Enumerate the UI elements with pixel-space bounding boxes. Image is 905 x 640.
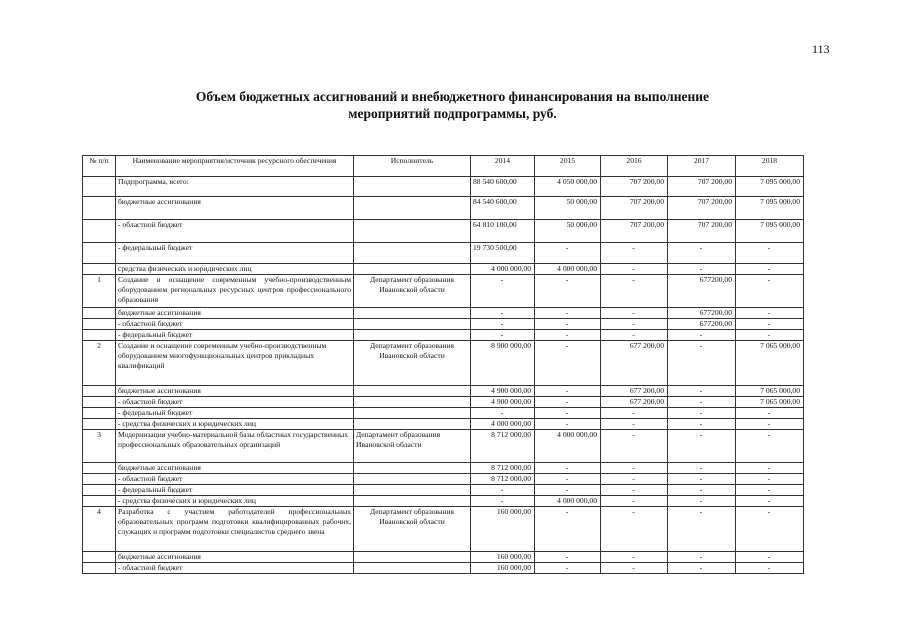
row-number — [83, 408, 116, 419]
cell-2016: 707 200,00 — [601, 220, 668, 243]
cell-2017: - — [668, 507, 736, 552]
cell-2016: 707 200,00 — [601, 177, 668, 197]
row-executor — [354, 330, 471, 341]
cell-2018: - — [736, 319, 804, 330]
row-executor — [354, 308, 471, 319]
cell-2014: 8 712 000,00 — [471, 474, 535, 485]
table-row — [83, 319, 804, 330]
cell-2017: 677200,00 — [668, 308, 736, 319]
cell-2018: - — [736, 330, 804, 341]
cell-2015: 50 000,00 — [535, 197, 601, 220]
cell-2017: - — [668, 430, 736, 463]
row-executor: Департамент образования Ивановской области — [354, 275, 471, 308]
cell-2014: 8 712 000,00 — [471, 463, 535, 474]
cell-2017: - — [668, 330, 736, 341]
row-number: 4 — [83, 507, 116, 552]
row-executor — [354, 386, 471, 397]
cell-2018: 7 065 000,00 — [736, 341, 804, 386]
header-2016: 2016 — [601, 156, 668, 177]
cell-2015: - — [535, 330, 601, 341]
budget-table — [82, 155, 804, 574]
row-number — [83, 386, 116, 397]
cell-2015: - — [535, 341, 601, 386]
row-name: бюджетные ассигнования — [116, 552, 354, 563]
table-row — [83, 177, 804, 197]
row-executor — [354, 264, 471, 275]
table-row — [83, 485, 804, 496]
cell-2015: - — [535, 563, 601, 574]
cell-2015: - — [535, 243, 601, 264]
row-name: бюджетные ассигнования — [116, 308, 354, 319]
row-number: 1 — [83, 275, 116, 308]
header-2015: 2015 — [535, 156, 601, 177]
row-executor — [354, 220, 471, 243]
cell-2017: - — [668, 419, 736, 430]
table-row — [83, 341, 804, 386]
row-number — [83, 496, 116, 507]
row-executor — [354, 563, 471, 574]
cell-2014: 160 000,00 — [471, 507, 535, 552]
cell-2014: 64 810 100,00 — [471, 220, 535, 243]
cell-2018: 7 095 000,00 — [736, 220, 804, 243]
cell-2016: - — [601, 430, 668, 463]
row-executor: Департамент образования Ивановской области — [354, 341, 471, 386]
row-name: - областной бюджет — [116, 474, 354, 485]
table-row — [83, 419, 804, 430]
cell-2017: 707 200,00 — [668, 197, 736, 220]
row-name: бюджетные ассигнования — [116, 197, 354, 220]
cell-2017: - — [668, 496, 736, 507]
row-executor — [354, 197, 471, 220]
row-name: средства физических и юридических лиц — [116, 264, 354, 275]
cell-2016: 677 200,00 — [601, 397, 668, 408]
cell-2015: - — [535, 485, 601, 496]
row-number — [83, 197, 116, 220]
cell-2015: 4 000 000,00 — [535, 496, 601, 507]
page-title-line-2: мероприятий подпрограммы, руб. — [348, 106, 557, 121]
cell-2018: 7 065 000,00 — [736, 397, 804, 408]
table-row — [83, 386, 804, 397]
cell-2016: - — [601, 463, 668, 474]
cell-2014: - — [471, 308, 535, 319]
cell-2017: 677200,00 — [668, 275, 736, 308]
cell-2016: - — [601, 275, 668, 308]
row-number — [83, 563, 116, 574]
table-row — [83, 430, 804, 463]
cell-2018: - — [736, 408, 804, 419]
cell-2018: - — [736, 430, 804, 463]
cell-2014: - — [471, 330, 535, 341]
cell-2014: 4 900 000,00 — [471, 397, 535, 408]
row-name: Создание и оснащение современным учебно-производственным оборудованием региональных ресурсных центров профессионального образования — [116, 275, 354, 308]
row-number — [83, 330, 116, 341]
row-name: - областной бюджет — [116, 319, 354, 330]
cell-2016: - — [601, 308, 668, 319]
header-2018: 2018 — [736, 156, 804, 177]
row-executor — [354, 419, 471, 430]
row-executor — [354, 319, 471, 330]
row-executor: Департамент образования Ивановской области — [354, 507, 471, 552]
row-name: - федеральный бюджет — [116, 330, 354, 341]
table-row — [83, 397, 804, 408]
row-name: - областной бюджет — [116, 563, 354, 574]
cell-2015: - — [535, 552, 601, 563]
table-row — [83, 243, 804, 264]
cell-2016: - — [601, 330, 668, 341]
cell-2017: - — [668, 397, 736, 408]
row-executor — [354, 243, 471, 264]
table-row — [83, 552, 804, 563]
cell-2017: - — [668, 552, 736, 563]
page-title — [0, 88, 905, 122]
table-row — [83, 496, 804, 507]
cell-2015: - — [535, 507, 601, 552]
cell-2018: - — [736, 507, 804, 552]
cell-2014: 4 000 000,00 — [471, 264, 535, 275]
cell-2016: - — [601, 485, 668, 496]
row-number — [83, 463, 116, 474]
row-executor — [354, 552, 471, 563]
cell-2016: 677 200,00 — [601, 386, 668, 397]
row-name: Подпрограмма, всего: — [116, 177, 354, 197]
cell-2018: - — [736, 264, 804, 275]
row-name: Создание и оснащение современным учебно-производственным оборудованием многофункциональных центров прикладных квалификаций — [116, 341, 354, 386]
table-row — [83, 275, 804, 308]
header-2017: 2017 — [668, 156, 736, 177]
row-executor — [354, 177, 471, 197]
row-number — [83, 220, 116, 243]
cell-2015: - — [535, 319, 601, 330]
cell-2014: - — [471, 496, 535, 507]
cell-2014: 4 900 000,00 — [471, 386, 535, 397]
cell-2014: 160 000,00 — [471, 552, 535, 563]
row-number: 2 — [83, 341, 116, 386]
table-row — [83, 563, 804, 574]
cell-2014: 8 900 000,00 — [471, 341, 535, 386]
row-name: - средства физических и юридических лиц — [116, 419, 354, 430]
row-number — [83, 308, 116, 319]
cell-2014: 4 000 000,00 — [471, 419, 535, 430]
cell-2014: 84 540 600,00 — [471, 197, 535, 220]
cell-2017: - — [668, 408, 736, 419]
cell-2015: 4 000 000,00 — [535, 264, 601, 275]
cell-2018: - — [736, 552, 804, 563]
table-row — [83, 474, 804, 485]
cell-2016: - — [601, 496, 668, 507]
cell-2018: - — [736, 308, 804, 319]
row-name: Разработка с участием работодателей профессиональных образовательных программ подготовки квалифицированных рабочих, служащих и программ подготовки специалистов среднего звена — [116, 507, 354, 552]
row-executor — [354, 463, 471, 474]
table-row — [83, 330, 804, 341]
row-number — [83, 397, 116, 408]
row-executor — [354, 496, 471, 507]
cell-2016: - — [601, 264, 668, 275]
cell-2018: - — [736, 485, 804, 496]
cell-2017: 707 200,00 — [668, 177, 736, 197]
cell-2018: - — [736, 419, 804, 430]
cell-2017: - — [668, 563, 736, 574]
cell-2018: - — [736, 496, 804, 507]
cell-2016: - — [601, 474, 668, 485]
row-name: - федеральный бюджет — [116, 243, 354, 264]
cell-2018: - — [736, 563, 804, 574]
cell-2018: 7 065 000,00 — [736, 386, 804, 397]
cell-2017: 677200,00 — [668, 319, 736, 330]
cell-2015: - — [535, 308, 601, 319]
table-row — [83, 220, 804, 243]
page-title-line-1: Объем бюджетных ассигнований и внебюджетного финансирования на выполнение — [195, 89, 710, 104]
row-number — [83, 474, 116, 485]
cell-2017: - — [668, 264, 736, 275]
cell-2015: - — [535, 419, 601, 430]
row-name: бюджетные ассигнования — [116, 463, 354, 474]
cell-2018: - — [736, 463, 804, 474]
row-executor: Департамент образования Ивановской области — [354, 430, 471, 463]
table-row — [83, 463, 804, 474]
cell-2015: - — [535, 397, 601, 408]
cell-2014: 160 000,00 — [471, 563, 535, 574]
row-executor — [354, 397, 471, 408]
table-body — [83, 177, 804, 574]
cell-2016: - — [601, 419, 668, 430]
row-number — [83, 485, 116, 496]
header-executor: Исполнитель — [354, 156, 471, 177]
cell-2017: - — [668, 386, 736, 397]
cell-2018: 7 095 000,00 — [736, 197, 804, 220]
header-2014: 2014 — [471, 156, 535, 177]
cell-2014: 88 540 600,00 — [471, 177, 535, 197]
row-number — [83, 177, 116, 197]
cell-2018: - — [736, 275, 804, 308]
cell-2017: - — [668, 485, 736, 496]
row-number — [83, 419, 116, 430]
row-number — [83, 552, 116, 563]
cell-2015: 4 000 000,00 — [535, 430, 601, 463]
cell-2016: 677 200,00 — [601, 341, 668, 386]
cell-2016: - — [601, 243, 668, 264]
cell-2018: 7 095 000,00 — [736, 177, 804, 197]
cell-2017: - — [668, 463, 736, 474]
cell-2014: - — [471, 485, 535, 496]
table-header-row — [83, 156, 804, 177]
cell-2014: 8 712 000,00 — [471, 430, 535, 463]
header-name: Наименование мероприятия/источник ресурсного обеспечения — [116, 156, 354, 177]
table-row — [83, 264, 804, 275]
cell-2017: - — [668, 341, 736, 386]
header-number: № п/п — [83, 156, 116, 177]
cell-2017: 707 200,00 — [668, 220, 736, 243]
table-row — [83, 308, 804, 319]
cell-2015: - — [535, 463, 601, 474]
cell-2018: - — [736, 474, 804, 485]
row-number: 3 — [83, 430, 116, 463]
cell-2016: - — [601, 552, 668, 563]
cell-2014: - — [471, 275, 535, 308]
cell-2014: 19 730 500,00 — [471, 243, 535, 264]
cell-2016: 707 200,00 — [601, 197, 668, 220]
cell-2016: - — [601, 563, 668, 574]
row-name: - областной бюджет — [116, 397, 354, 408]
row-name: - федеральный бюджет — [116, 485, 354, 496]
table-row — [83, 197, 804, 220]
cell-2015: 50 000,00 — [535, 220, 601, 243]
row-name: - областной бюджет — [116, 220, 354, 243]
row-number — [83, 243, 116, 264]
cell-2018: - — [736, 243, 804, 264]
row-name: - федеральный бюджет — [116, 408, 354, 419]
row-name: Модернизация учебно-материальной базы областных государственных профессиональных образовательных организаций — [116, 430, 354, 463]
cell-2014: - — [471, 408, 535, 419]
cell-2016: - — [601, 507, 668, 552]
cell-2017: - — [668, 243, 736, 264]
cell-2015: - — [535, 408, 601, 419]
cell-2015: - — [535, 386, 601, 397]
row-executor — [354, 474, 471, 485]
cell-2017: - — [668, 474, 736, 485]
table-row — [83, 408, 804, 419]
row-number — [83, 319, 116, 330]
row-executor — [354, 485, 471, 496]
row-name: бюджетные ассигнования — [116, 386, 354, 397]
cell-2015: - — [535, 275, 601, 308]
page-number: 113 — [812, 42, 830, 56]
row-executor — [354, 408, 471, 419]
table-row — [83, 507, 804, 552]
cell-2015: - — [535, 474, 601, 485]
cell-2015: 4 050 000,00 — [535, 177, 601, 197]
row-number — [83, 264, 116, 275]
cell-2014: - — [471, 319, 535, 330]
cell-2016: - — [601, 319, 668, 330]
row-name: - средства физических и юридических лиц — [116, 496, 354, 507]
cell-2016: - — [601, 408, 668, 419]
